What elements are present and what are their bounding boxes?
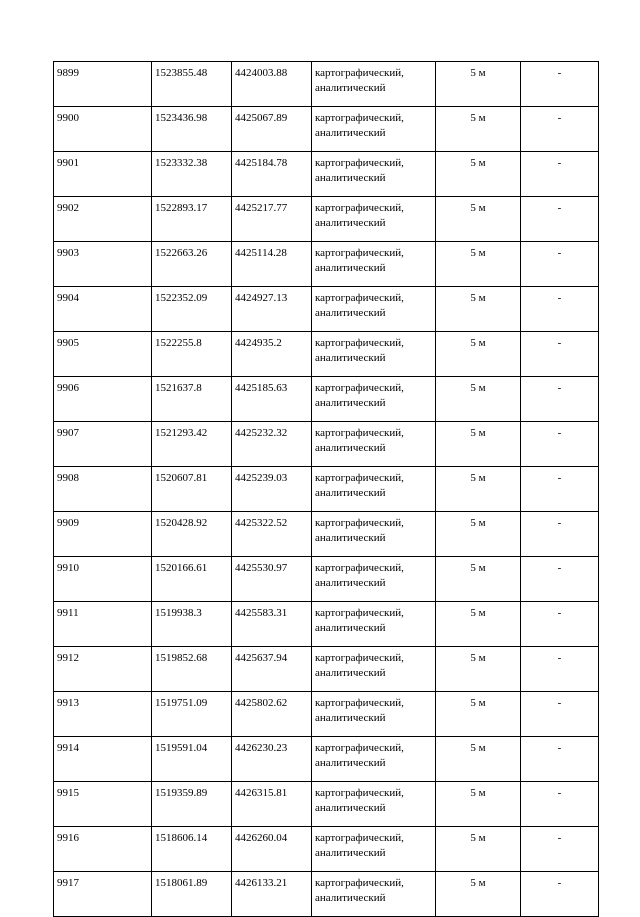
y-coordinate-cell-text: 4426315.81 <box>235 787 288 799</box>
accuracy-cell <box>436 512 521 557</box>
table-row <box>54 377 599 422</box>
note-cell <box>521 62 599 107</box>
note-cell-text: - <box>557 607 562 619</box>
x-coordinate-cell-text: 1522352.09 <box>155 292 208 304</box>
y-coordinate-cell <box>232 512 312 557</box>
method-cell-text: картографический, аналитический <box>315 787 404 814</box>
point-number-cell <box>54 827 152 872</box>
accuracy-cell-text: 5 м <box>470 112 486 124</box>
x-coordinate-cell-text: 1519938.3 <box>155 607 202 619</box>
y-coordinate-cell-text: 4425322.52 <box>235 517 288 529</box>
point-number-cell-text: 9913 <box>57 697 79 709</box>
x-coordinate-cell <box>152 197 232 242</box>
y-coordinate-cell-text: 4426260.04 <box>235 832 288 844</box>
point-number-cell-text: 9901 <box>57 157 79 169</box>
y-coordinate-cell <box>232 692 312 737</box>
x-coordinate-cell <box>152 692 232 737</box>
method-cell <box>312 242 436 287</box>
coordinates-table <box>53 61 599 917</box>
point-number-cell-text: 9908 <box>57 472 79 484</box>
method-cell <box>312 422 436 467</box>
method-cell <box>312 872 436 917</box>
accuracy-cell <box>436 467 521 512</box>
point-number-cell-text: 9910 <box>57 562 79 574</box>
y-coordinate-cell-text: 4425232.32 <box>235 427 288 439</box>
note-cell-text: - <box>557 697 562 709</box>
note-cell <box>521 872 599 917</box>
y-coordinate-cell-text: 4424003.88 <box>235 67 288 79</box>
x-coordinate-cell-text: 1522255.8 <box>155 337 202 349</box>
accuracy-cell <box>436 827 521 872</box>
y-coordinate-cell-text: 4425802.62 <box>235 697 288 709</box>
table-row <box>54 332 599 377</box>
point-number-cell-text: 9902 <box>57 202 79 214</box>
point-number-cell <box>54 332 152 377</box>
x-coordinate-cell <box>152 827 232 872</box>
y-coordinate-cell <box>232 377 312 422</box>
point-number-cell <box>54 467 152 512</box>
accuracy-cell <box>436 692 521 737</box>
method-cell-text: картографический, аналитический <box>315 382 404 409</box>
y-coordinate-cell-text: 4426133.21 <box>235 877 288 889</box>
x-coordinate-cell-text: 1519591.04 <box>155 742 208 754</box>
x-coordinate-cell <box>152 332 232 377</box>
note-cell <box>521 647 599 692</box>
x-coordinate-cell-text: 1519852.68 <box>155 652 208 664</box>
x-coordinate-cell <box>152 467 232 512</box>
point-number-cell-text: 9914 <box>57 742 79 754</box>
coordinates-table-body <box>54 62 599 917</box>
method-cell <box>312 602 436 647</box>
accuracy-cell <box>436 602 521 647</box>
method-cell <box>312 512 436 557</box>
accuracy-cell <box>436 107 521 152</box>
accuracy-cell-text: 5 м <box>470 382 486 394</box>
x-coordinate-cell <box>152 152 232 197</box>
note-cell <box>521 332 599 377</box>
accuracy-cell-text: 5 м <box>470 67 486 79</box>
method-cell <box>312 467 436 512</box>
x-coordinate-cell <box>152 512 232 557</box>
method-cell <box>312 557 436 602</box>
table-row <box>54 872 599 917</box>
table-row <box>54 737 599 782</box>
y-coordinate-cell <box>232 62 312 107</box>
method-cell <box>312 647 436 692</box>
accuracy-cell <box>436 782 521 827</box>
point-number-cell <box>54 647 152 692</box>
accuracy-cell-text: 5 м <box>470 202 486 214</box>
note-cell-text: - <box>557 427 562 439</box>
point-number-cell-text: 9916 <box>57 832 79 844</box>
point-number-cell <box>54 152 152 197</box>
note-cell-text: - <box>557 112 562 124</box>
accuracy-cell <box>436 737 521 782</box>
note-cell-text: - <box>557 337 562 349</box>
x-coordinate-cell <box>152 287 232 332</box>
note-cell-text: - <box>557 877 562 889</box>
x-coordinate-cell <box>152 62 232 107</box>
y-coordinate-cell <box>232 872 312 917</box>
y-coordinate-cell <box>232 557 312 602</box>
accuracy-cell <box>436 62 521 107</box>
y-coordinate-cell <box>232 422 312 467</box>
x-coordinate-cell <box>152 107 232 152</box>
method-cell <box>312 782 436 827</box>
y-coordinate-cell <box>232 287 312 332</box>
y-coordinate-cell-text: 4425530.97 <box>235 562 288 574</box>
y-coordinate-cell-text: 4426230.23 <box>235 742 288 754</box>
y-coordinate-cell <box>232 107 312 152</box>
point-number-cell <box>54 62 152 107</box>
point-number-cell <box>54 512 152 557</box>
point-number-cell <box>54 782 152 827</box>
method-cell <box>312 737 436 782</box>
y-coordinate-cell <box>232 647 312 692</box>
table-row <box>54 782 599 827</box>
y-coordinate-cell <box>232 332 312 377</box>
table-row <box>54 242 599 287</box>
point-number-cell-text: 9900 <box>57 112 79 124</box>
x-coordinate-cell <box>152 557 232 602</box>
accuracy-cell <box>436 332 521 377</box>
point-number-cell <box>54 557 152 602</box>
note-cell <box>521 827 599 872</box>
table-row <box>54 197 599 242</box>
x-coordinate-cell <box>152 872 232 917</box>
y-coordinate-cell-text: 4425184.78 <box>235 157 288 169</box>
note-cell-text: - <box>557 832 562 844</box>
x-coordinate-cell <box>152 737 232 782</box>
method-cell <box>312 827 436 872</box>
y-coordinate-cell-text: 4425637.94 <box>235 652 288 664</box>
accuracy-cell <box>436 647 521 692</box>
y-coordinate-cell <box>232 602 312 647</box>
x-coordinate-cell <box>152 422 232 467</box>
method-cell-text: картографический, аналитический <box>315 697 404 724</box>
method-cell-text: картографический, аналитический <box>315 67 404 94</box>
table-row <box>54 107 599 152</box>
accuracy-cell-text: 5 м <box>470 742 486 754</box>
point-number-cell-text: 9899 <box>57 67 79 79</box>
accuracy-cell-text: 5 м <box>470 877 486 889</box>
accuracy-cell-text: 5 м <box>470 562 486 574</box>
y-coordinate-cell <box>232 242 312 287</box>
accuracy-cell-text: 5 м <box>470 697 486 709</box>
note-cell <box>521 692 599 737</box>
method-cell-text: картографический, аналитический <box>315 247 404 274</box>
point-number-cell <box>54 692 152 737</box>
y-coordinate-cell-text: 4424927.13 <box>235 292 288 304</box>
point-number-cell <box>54 422 152 467</box>
note-cell-text: - <box>557 382 562 394</box>
method-cell-text: картографический, аналитический <box>315 472 404 499</box>
note-cell <box>521 512 599 557</box>
accuracy-cell-text: 5 м <box>470 247 486 259</box>
accuracy-cell-text: 5 м <box>470 517 486 529</box>
y-coordinate-cell <box>232 152 312 197</box>
y-coordinate-cell <box>232 782 312 827</box>
note-cell <box>521 152 599 197</box>
x-coordinate-cell-text: 1519359.89 <box>155 787 208 799</box>
method-cell-text: картографический, аналитический <box>315 292 404 319</box>
x-coordinate-cell <box>152 782 232 827</box>
table-row <box>54 602 599 647</box>
note-cell <box>521 557 599 602</box>
note-cell <box>521 602 599 647</box>
y-coordinate-cell-text: 4425185.63 <box>235 382 288 394</box>
method-cell-text: картографический, аналитический <box>315 652 404 679</box>
point-number-cell-text: 9903 <box>57 247 79 259</box>
y-coordinate-cell-text: 4425583.31 <box>235 607 288 619</box>
point-number-cell-text: 9906 <box>57 382 79 394</box>
note-cell <box>521 377 599 422</box>
accuracy-cell <box>436 197 521 242</box>
method-cell-text: картографический, аналитический <box>315 517 404 544</box>
x-coordinate-cell-text: 1518606.14 <box>155 832 208 844</box>
point-number-cell-text: 9905 <box>57 337 79 349</box>
accuracy-cell <box>436 872 521 917</box>
accuracy-cell <box>436 557 521 602</box>
point-number-cell <box>54 377 152 422</box>
note-cell <box>521 422 599 467</box>
accuracy-cell-text: 5 м <box>470 652 486 664</box>
table-row <box>54 512 599 557</box>
y-coordinate-cell-text: 4425067.89 <box>235 112 288 124</box>
method-cell-text: картографический, аналитический <box>315 427 404 454</box>
x-coordinate-cell-text: 1522663.26 <box>155 247 208 259</box>
accuracy-cell <box>436 242 521 287</box>
x-coordinate-cell-text: 1520428.92 <box>155 517 208 529</box>
method-cell-text: картографический, аналитический <box>315 157 404 184</box>
method-cell <box>312 62 436 107</box>
y-coordinate-cell-text: 4425239.03 <box>235 472 288 484</box>
point-number-cell <box>54 197 152 242</box>
table-row <box>54 62 599 107</box>
note-cell <box>521 737 599 782</box>
y-coordinate-cell <box>232 197 312 242</box>
method-cell <box>312 377 436 422</box>
accuracy-cell <box>436 287 521 332</box>
method-cell-text: картографический, аналитический <box>315 562 404 589</box>
method-cell-text: картографический, аналитический <box>315 742 404 769</box>
note-cell <box>521 242 599 287</box>
x-coordinate-cell <box>152 647 232 692</box>
method-cell-text: картографический, аналитический <box>315 112 404 139</box>
point-number-cell <box>54 107 152 152</box>
x-coordinate-cell-text: 1522893.17 <box>155 202 208 214</box>
y-coordinate-cell-text: 4424935.2 <box>235 337 282 349</box>
x-coordinate-cell <box>152 242 232 287</box>
note-cell-text: - <box>557 67 562 79</box>
accuracy-cell-text: 5 м <box>470 607 486 619</box>
point-number-cell <box>54 287 152 332</box>
x-coordinate-cell-text: 1523436.98 <box>155 112 208 124</box>
table-row <box>54 287 599 332</box>
x-coordinate-cell-text: 1523332.38 <box>155 157 208 169</box>
method-cell-text: картографический, аналитический <box>315 832 404 859</box>
note-cell-text: - <box>557 202 562 214</box>
x-coordinate-cell <box>152 602 232 647</box>
accuracy-cell <box>436 422 521 467</box>
point-number-cell <box>54 737 152 782</box>
note-cell-text: - <box>557 652 562 664</box>
y-coordinate-cell <box>232 467 312 512</box>
note-cell-text: - <box>557 157 562 169</box>
x-coordinate-cell-text: 1518061.89 <box>155 877 208 889</box>
x-coordinate-cell-text: 1520166.61 <box>155 562 208 574</box>
accuracy-cell-text: 5 м <box>470 472 486 484</box>
x-coordinate-cell <box>152 377 232 422</box>
note-cell-text: - <box>557 742 562 754</box>
point-number-cell <box>54 872 152 917</box>
note-cell <box>521 467 599 512</box>
table-row <box>54 422 599 467</box>
method-cell <box>312 332 436 377</box>
accuracy-cell-text: 5 м <box>470 832 486 844</box>
note-cell <box>521 782 599 827</box>
y-coordinate-cell <box>232 737 312 782</box>
table-row <box>54 152 599 197</box>
point-number-cell <box>54 602 152 647</box>
note-cell <box>521 197 599 242</box>
x-coordinate-cell-text: 1521637.8 <box>155 382 202 394</box>
x-coordinate-cell-text: 1519751.09 <box>155 697 208 709</box>
point-number-cell-text: 9915 <box>57 787 79 799</box>
accuracy-cell-text: 5 м <box>470 292 486 304</box>
y-coordinate-cell-text: 4425114.28 <box>235 247 287 259</box>
note-cell-text: - <box>557 517 562 529</box>
point-number-cell-text: 9907 <box>57 427 79 439</box>
note-cell <box>521 107 599 152</box>
point-number-cell <box>54 242 152 287</box>
note-cell <box>521 287 599 332</box>
note-cell-text: - <box>557 562 562 574</box>
note-cell-text: - <box>557 292 562 304</box>
method-cell <box>312 107 436 152</box>
point-number-cell-text: 9911 <box>57 607 79 619</box>
note-cell-text: - <box>557 247 562 259</box>
accuracy-cell-text: 5 м <box>470 157 486 169</box>
y-coordinate-cell <box>232 827 312 872</box>
method-cell <box>312 197 436 242</box>
method-cell-text: картографический, аналитический <box>315 202 404 229</box>
x-coordinate-cell-text: 1520607.81 <box>155 472 208 484</box>
table-row <box>54 647 599 692</box>
accuracy-cell-text: 5 м <box>470 427 486 439</box>
table-row <box>54 692 599 737</box>
method-cell <box>312 152 436 197</box>
point-number-cell-text: 9917 <box>57 877 79 889</box>
note-cell-text: - <box>557 787 562 799</box>
accuracy-cell-text: 5 м <box>470 787 486 799</box>
y-coordinate-cell-text: 4425217.77 <box>235 202 288 214</box>
note-cell-text: - <box>557 472 562 484</box>
method-cell <box>312 692 436 737</box>
point-number-cell-text: 9904 <box>57 292 79 304</box>
table-row <box>54 827 599 872</box>
table-row <box>54 557 599 602</box>
point-number-cell-text: 9912 <box>57 652 79 664</box>
accuracy-cell-text: 5 м <box>470 337 486 349</box>
method-cell-text: картографический, аналитический <box>315 607 404 634</box>
accuracy-cell <box>436 152 521 197</box>
method-cell-text: картографический, аналитический <box>315 877 404 904</box>
x-coordinate-cell-text: 1521293.42 <box>155 427 208 439</box>
accuracy-cell <box>436 377 521 422</box>
method-cell <box>312 287 436 332</box>
x-coordinate-cell-text: 1523855.48 <box>155 67 208 79</box>
method-cell-text: картографический, аналитический <box>315 337 404 364</box>
table-row <box>54 467 599 512</box>
point-number-cell-text: 9909 <box>57 517 79 529</box>
